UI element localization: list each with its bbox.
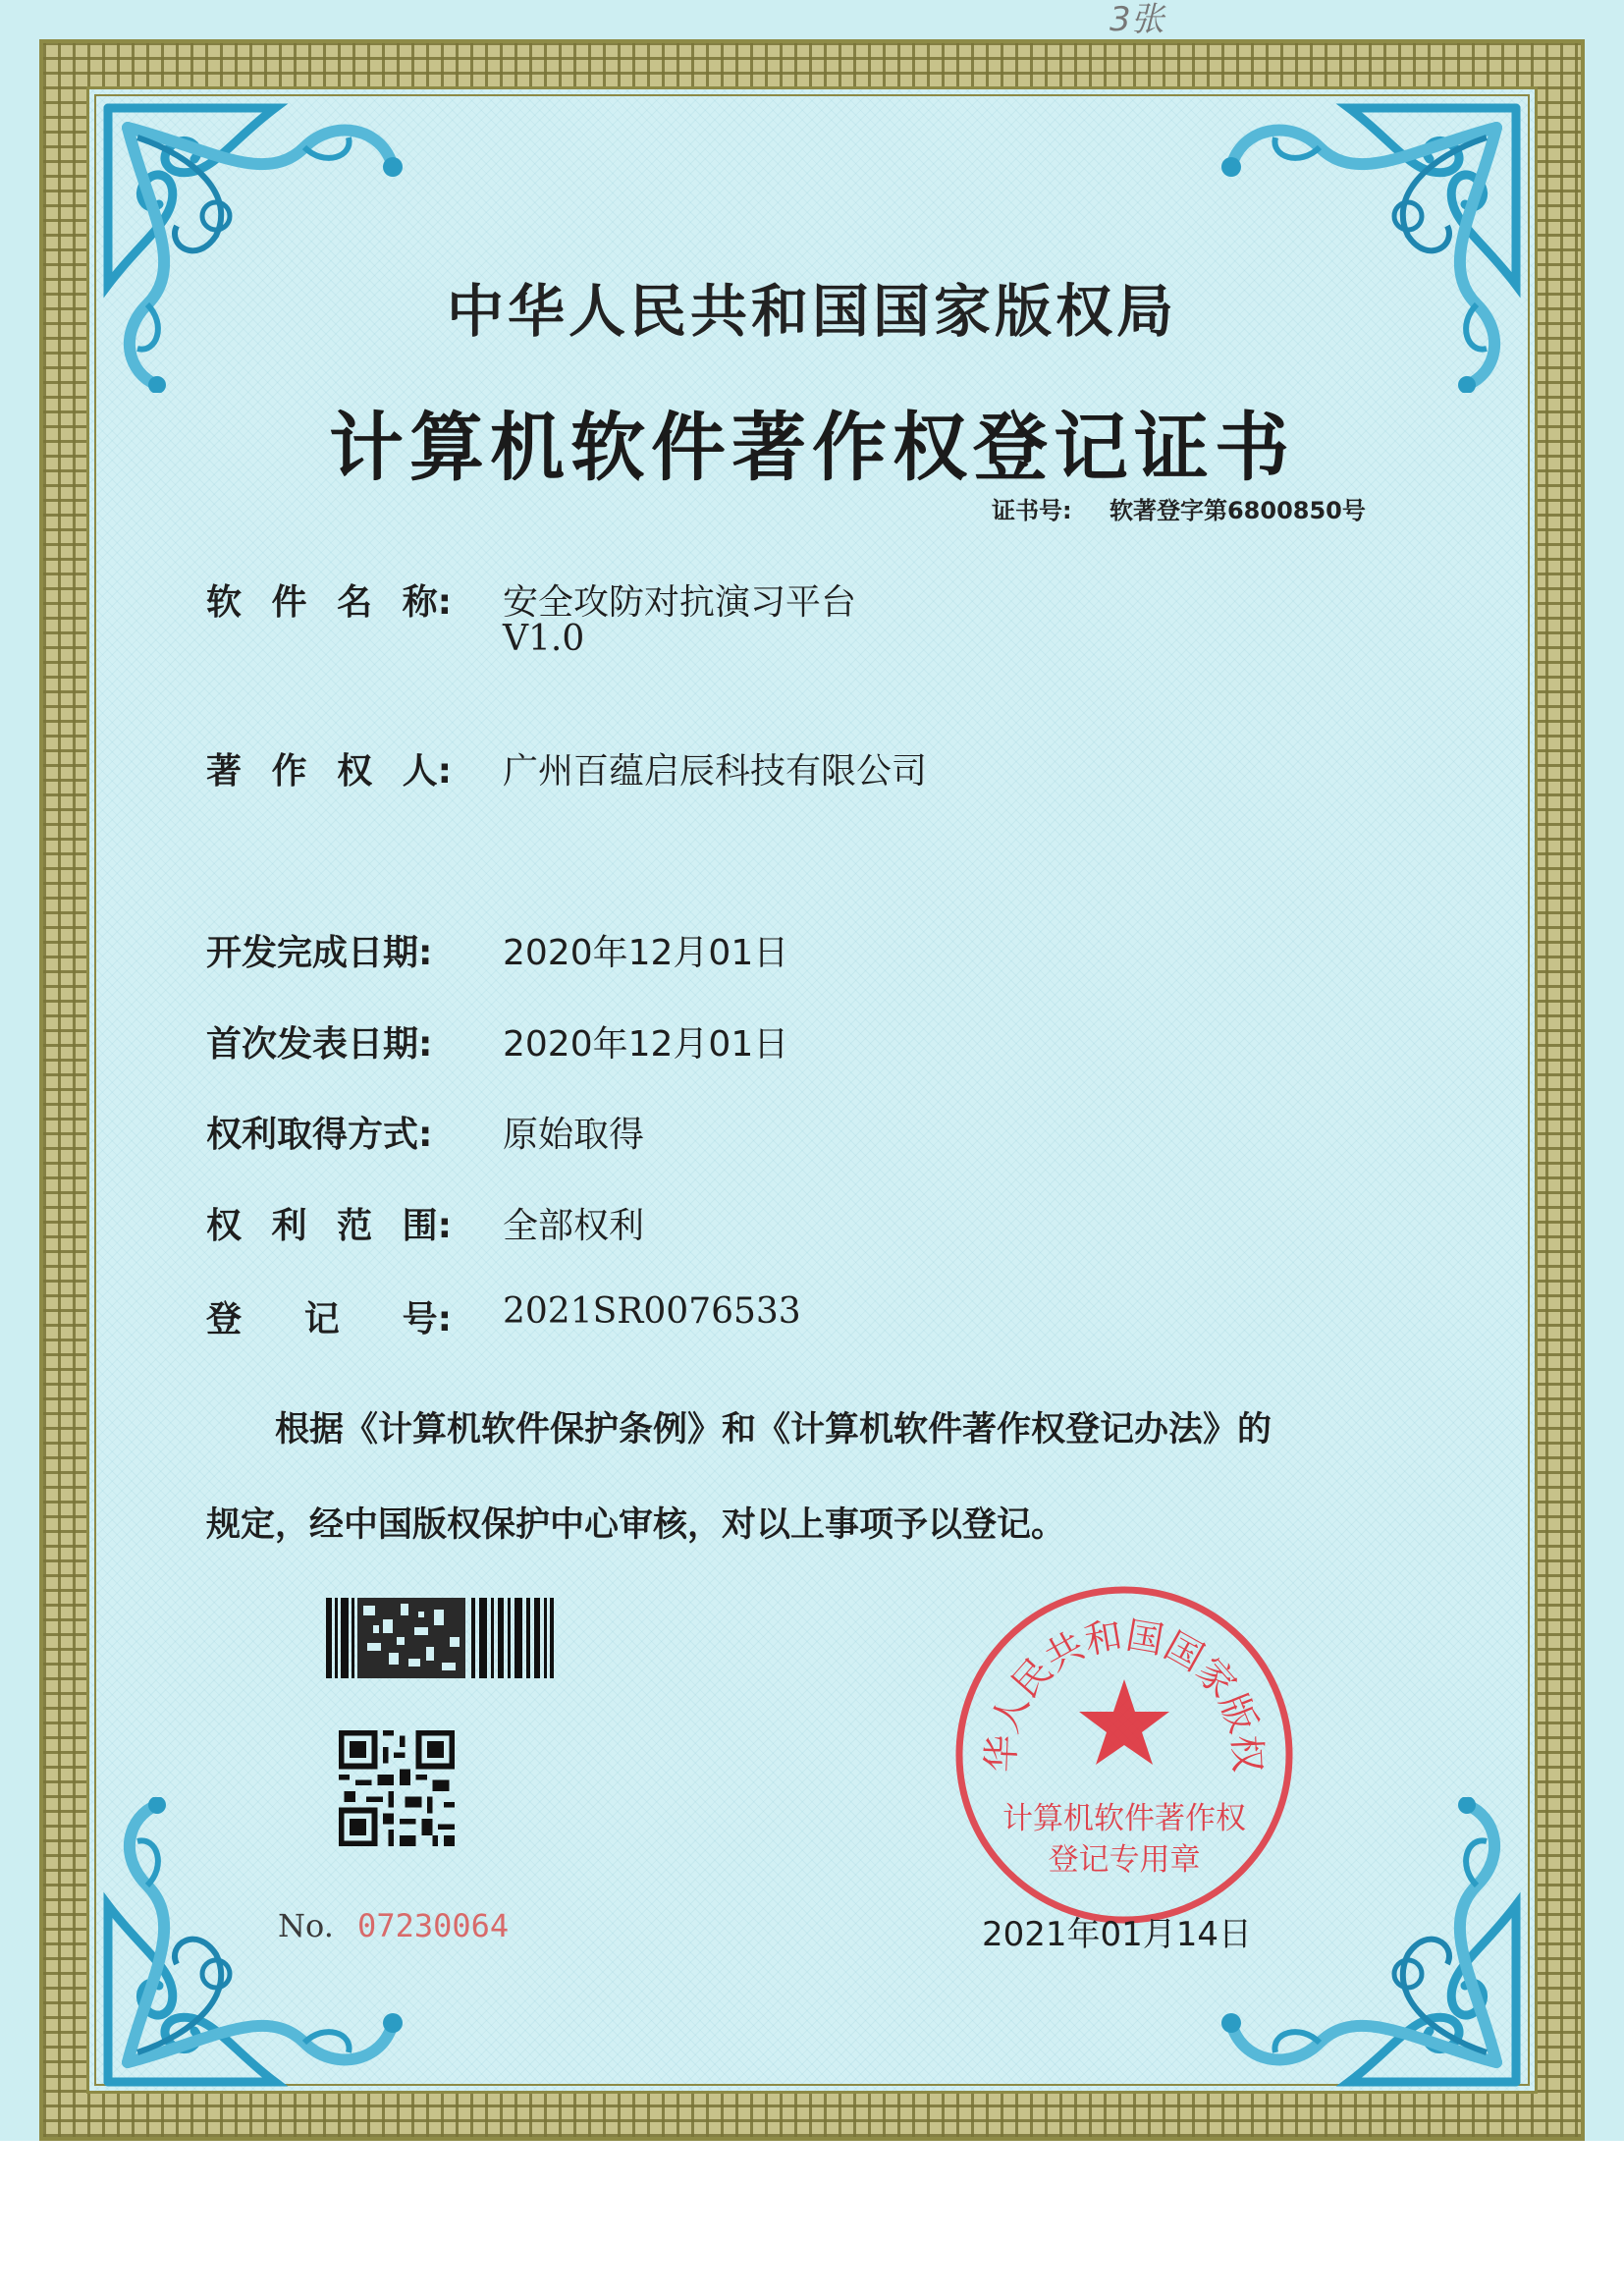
completion-date-value: 2020年12月01日 — [503, 933, 789, 973]
qr-code — [339, 1730, 455, 1846]
rights-scope-label — [206, 1198, 452, 1248]
registration-number-label — [206, 1291, 452, 1341]
issuer-title: 中华人民共和国国家版权局 — [446, 278, 1177, 345]
registration-number-value: 2021SR0076533 — [503, 1291, 801, 1332]
serial-value: 07230064 — [357, 1907, 510, 1944]
copyright-owner-label — [206, 743, 452, 793]
serial-number — [278, 1907, 509, 1944]
label-char: 人: — [402, 751, 452, 792]
label-char: 围: — [402, 1206, 452, 1246]
seal-center-line-1: 计算机软件著作权 — [1002, 1801, 1246, 1836]
official-red-seal — [952, 1583, 1296, 1927]
label-char: 软 — [206, 582, 243, 623]
label-char: 号: — [402, 1299, 452, 1339]
corner-ornament-top-right — [1202, 98, 1526, 393]
serial-prefix: No. — [278, 1907, 334, 1944]
seal-ring-text: 华人民共和国国家版权 — [979, 1613, 1270, 1774]
certificate-number-value: 软著登字第6800850号 — [1109, 497, 1366, 524]
label-char: 范 — [337, 1206, 373, 1246]
first-publish-date-value: 2020年12月01日 — [503, 1024, 789, 1065]
label-char: 权 — [206, 1206, 243, 1246]
statement-line-2: 规定，经中国版权保护中心审核，对以上事项予以登记。 — [206, 1505, 1066, 1545]
label-char: 权 — [337, 751, 373, 792]
acquisition-method-label: 权利取得方式: — [206, 1115, 433, 1155]
label-char: 作 — [271, 751, 307, 792]
software-name-label — [206, 574, 452, 625]
seal-star-icon — [1079, 1679, 1169, 1765]
first-publish-date-label: 首次发表日期: — [206, 1024, 433, 1065]
certificate-number — [992, 491, 1522, 525]
label-char: 称: — [402, 582, 452, 623]
label-char: 名 — [337, 582, 373, 623]
software-version-value: V1.0 — [503, 619, 585, 659]
copyright-owner-value: 广州百蕴启辰科技有限公司 — [503, 751, 928, 792]
label-char: 登 — [206, 1299, 243, 1339]
rights-scope-value: 全部权利 — [503, 1206, 645, 1246]
certificate-title: 计算机软件著作权登记证书 — [329, 404, 1295, 491]
completion-date-label: 开发完成日期: — [206, 933, 433, 973]
corner-ornament-top-left — [98, 98, 422, 393]
issue-date: 2021年01月14日 — [982, 1915, 1253, 1954]
acquisition-method-value: 原始取得 — [503, 1115, 645, 1155]
certificate-number-label: 证书号: — [992, 497, 1072, 524]
seal-center-line-2: 登记专用章 — [1048, 1842, 1201, 1878]
handwritten-page-count: 3张 — [1110, 0, 1164, 39]
label-char: 著 — [206, 751, 243, 792]
statement-line-1: 根据《计算机软件保护条例》和《计算机软件著作权登记办法》的 — [275, 1410, 1272, 1449]
label-char: 利 — [271, 1206, 307, 1246]
software-name-value: 安全攻防对抗演习平台 — [503, 582, 857, 623]
label-char: 件 — [271, 582, 307, 623]
barcode — [324, 1598, 555, 1678]
label-char: 记 — [303, 1299, 340, 1339]
